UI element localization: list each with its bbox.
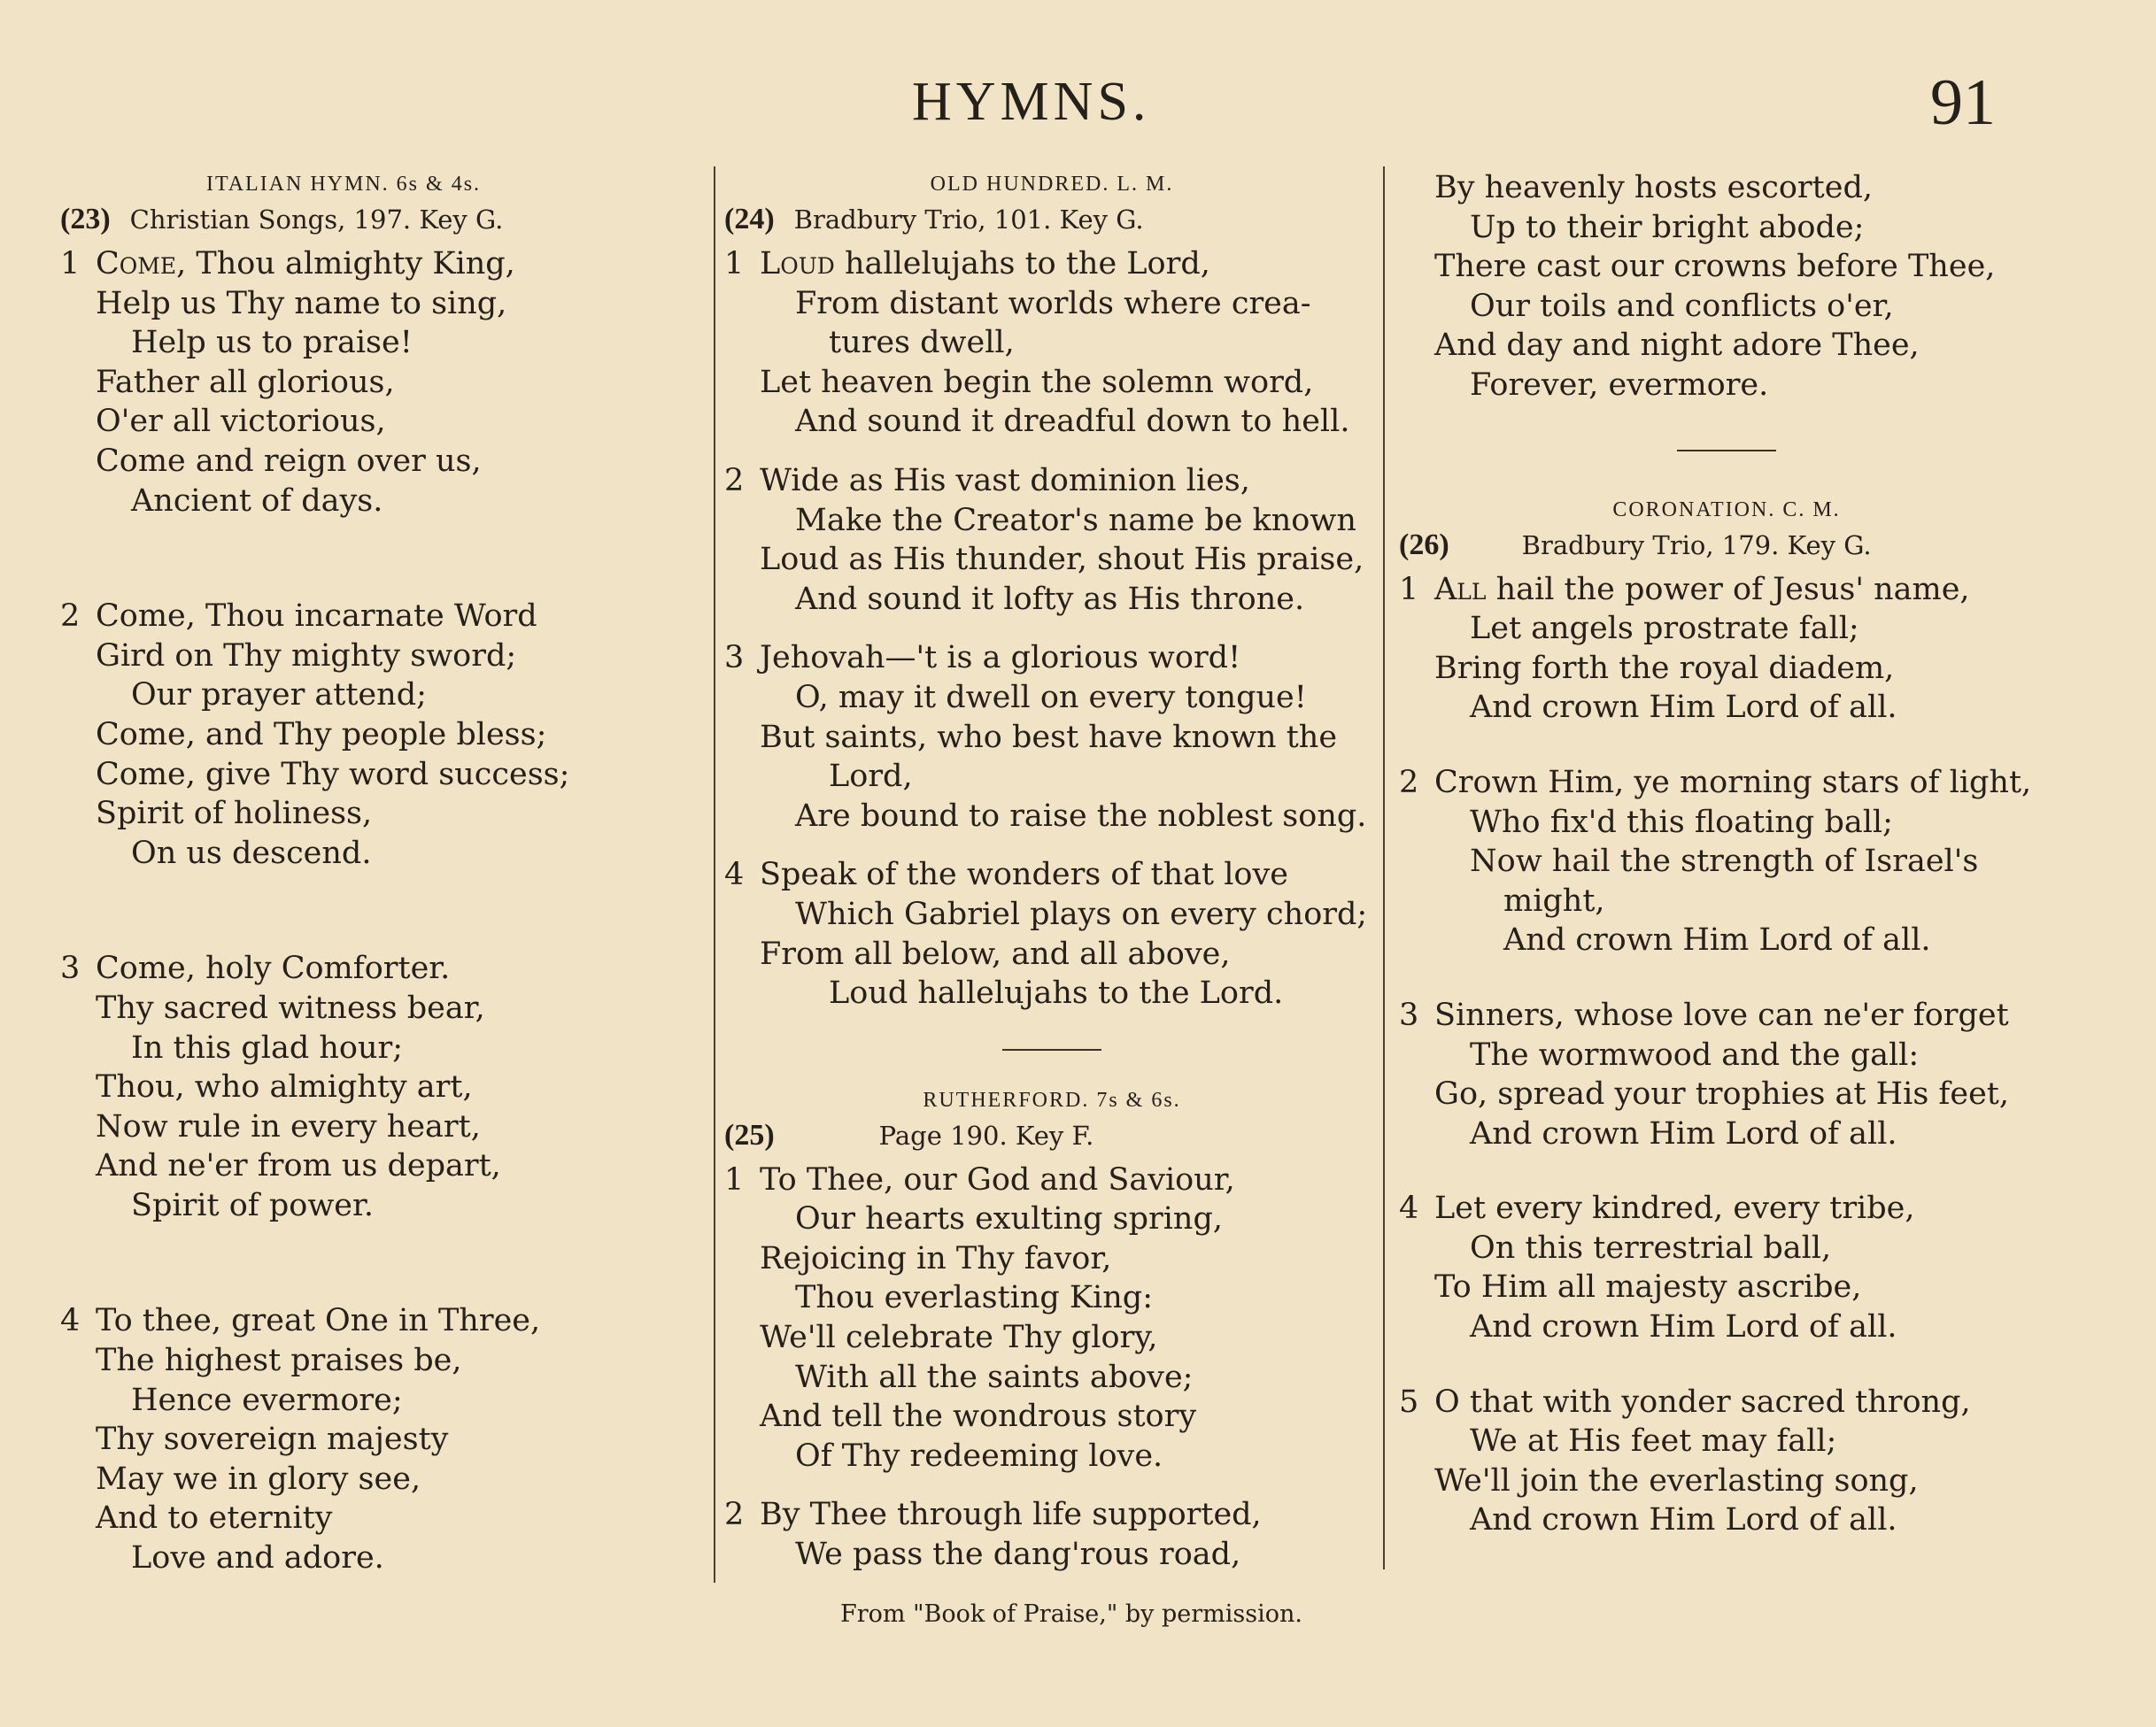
verse (1399, 763, 2054, 960)
verse-line: Now rule in every heart, (96, 1108, 481, 1145)
verse-line: might, (1503, 883, 1605, 919)
column-divider (714, 166, 715, 1583)
verse-line: 2 By Thee through life supported, (724, 1495, 1379, 1535)
verse-line: 4 Speak of the wonders of that love (724, 855, 1379, 895)
page-number: 91 (1930, 66, 1996, 139)
verse-line: And sound it dreadful down to hell. (795, 404, 1350, 440)
verse (1399, 570, 2054, 728)
verse-number: 2 (60, 598, 81, 635)
verse-line: And day and night adore Thee, (1434, 328, 1920, 364)
verse-line: We at His feet may fall; (1470, 1423, 1837, 1460)
verse-number: 1 (60, 246, 81, 281)
verse-line: On this terrestrial ball, (1470, 1230, 1832, 1266)
verse-line: Of Thy redeeming love. (795, 1438, 1163, 1474)
verse-line: Come, give Thy word success; (96, 756, 570, 792)
section-divider (1002, 1049, 1101, 1051)
hymn-number: (23) (60, 203, 111, 235)
verse-line: 5 O that with yonder sacred throng, (1399, 1383, 2054, 1422)
verse-number: 5 (1399, 1384, 1419, 1420)
hymn-number: (24) (724, 203, 775, 235)
hymn-source: Page 190. Key F. (878, 1120, 1094, 1151)
verse-line: Now hail the strength of Israel's (1470, 844, 1979, 880)
verse-line: 1 Come, Thou almighty King, (60, 244, 627, 284)
verse-line: Let angels prostrate fall; (1470, 611, 1859, 647)
verse-line: Hence evermore; (131, 1382, 403, 1418)
verse (60, 949, 627, 1225)
hymn-meta (724, 200, 1379, 239)
verse-line: O, may it dwell on every tongue! (795, 679, 1307, 715)
verse-line: And ne'er from us depart, (96, 1148, 501, 1184)
verse-line: Spirit of holiness, (96, 796, 373, 832)
running-head (0, 66, 2156, 150)
verse-number: 1 (724, 1161, 745, 1198)
verse-line: On us descend. (131, 835, 372, 871)
section-divider (1677, 450, 1776, 451)
verse-line: Thy sovereign majesty (96, 1422, 449, 1458)
verse (724, 638, 1379, 836)
verse-line: Ancient of days. (131, 482, 383, 519)
verse-line: Who fix'd this floating ball; (1470, 804, 1893, 840)
verse (1399, 1189, 2054, 1346)
verse-line: With all the saints above; (795, 1359, 1194, 1395)
verse-line: 4 To thee, great One in Three, (60, 1301, 627, 1341)
first-word: All (1434, 571, 1487, 607)
verse (1399, 1383, 2054, 1540)
tune-name: RUTHERFORD. 7s & 6s. (923, 1088, 1181, 1112)
verse-line: Go, spread your trophies at His feet, (1434, 1076, 2009, 1113)
verse-line: To Him all majesty ascribe, (1434, 1269, 1862, 1306)
verse-number: 1 (724, 246, 745, 281)
verse-line: Spirit of power. (131, 1187, 375, 1223)
verse-number: 4 (1399, 1191, 1419, 1227)
verse (1399, 996, 2054, 1153)
verse-line: Thy sacred witness bear, (96, 990, 485, 1026)
verse-line: By heavenly hosts escorted, (1434, 170, 1873, 205)
verse-line: But saints, who best have known the (760, 719, 1338, 755)
tune-name: OLD HUNDRED. L. M. (930, 173, 1174, 196)
verse-line: Help us Thy name to sing, (96, 285, 507, 321)
verse-line: 3 Jehovah—'t is a glorious word! (724, 638, 1379, 678)
hymn-source: Bradbury Trio, 101. Key G. (793, 204, 1144, 235)
verse-line: Our toils and conflicts o'er, (1470, 288, 1894, 324)
hymn-number: (25) (724, 1118, 775, 1152)
verse-line: 2 Come, Thou incarnate Word (60, 597, 627, 636)
verse-line: And crown Him Lord of all. (1470, 1309, 1897, 1345)
verse-line: 1 To Thee, our God and Saviour, (724, 1160, 1379, 1200)
verse-line: Gird on Thy mighty sword; (96, 637, 517, 674)
column-2 (724, 168, 1379, 1575)
verse-line: There cast our crowns before Thee, (1434, 249, 1996, 285)
verse-number: 2 (1399, 764, 1419, 800)
verse-number: 2 (724, 1497, 745, 1533)
verse-line: We pass the dang'rous road, (795, 1537, 1241, 1573)
verse-number: 1 (1399, 571, 1419, 607)
verse-line: 1 All hail the power of Jesus' name, (1399, 570, 2054, 610)
verse-line: And crown Him Lord of all. (1470, 1115, 1897, 1152)
verse (724, 855, 1379, 1013)
verse (724, 1160, 1379, 1476)
verse-line: The wormwood and the gall: (1470, 1037, 1920, 1073)
tune-name: CORONATION. C. M. (1612, 497, 1841, 521)
verse (60, 597, 627, 873)
hymn-number: (26) (1399, 528, 1449, 561)
verse-line: Which Gabriel plays on every chord; (795, 896, 1368, 932)
verse-line: And sound it lofty as His throne. (795, 581, 1305, 617)
verse-line: Loud as His thunder, shout His praise, (760, 542, 1364, 578)
verse-line: Loud hallelujahs to the Lord. (829, 975, 1284, 1012)
verse-line: 1 Loud hallelujahs to the Lord, (724, 244, 1379, 284)
column-3 (1399, 168, 2054, 1540)
verse-line: Father all glorious, (96, 364, 395, 400)
verse-line: Make the Creator's name be known (795, 502, 1356, 538)
permission-footnote: From "Book of Praise," by permission. (840, 1600, 1302, 1628)
verse-continued (1399, 168, 2054, 405)
verse-line: Are bound to raise the noblest song. (795, 798, 1367, 834)
verse-line: From distant worlds where crea- (795, 285, 1311, 321)
verse-line: And crown Him Lord of all. (1503, 922, 1931, 959)
tune-name: ITALIAN HYMN. 6s & 4s. (205, 173, 482, 196)
verse-line: We'll join the everlasting song, (1434, 1462, 1919, 1499)
verse-line: And tell the wondrous story (760, 1399, 1197, 1435)
verse-line: Thou everlasting King: (795, 1280, 1153, 1316)
verse-line: And crown Him Lord of all. (1470, 690, 1897, 726)
verse-number: 4 (724, 857, 745, 893)
verse-line: Come and reign over us, (96, 443, 482, 479)
verse-number: 4 (60, 1303, 81, 1339)
hymn-source: Christian Songs, 197. Key G. (129, 204, 504, 235)
verse-line: Up to their bright abode; (1470, 209, 1865, 245)
verse-number: 3 (724, 640, 745, 676)
verse-line: 2 Crown Him, ye morning stars of light, (1399, 763, 2054, 803)
page-title: HYMNS. (912, 72, 1151, 132)
verse (60, 244, 627, 520)
verse (724, 1495, 1379, 1574)
verse (724, 461, 1379, 619)
verse-line: Rejoicing in Thy favor, (760, 1240, 1112, 1276)
verse-number: 3 (60, 951, 81, 987)
first-word: Loud (760, 246, 835, 281)
verse-line: Bring forth the royal diadem, (1434, 650, 1895, 686)
verse-line: Lord, (829, 759, 913, 795)
hymn-source: Bradbury Trio, 179. Key G. (1521, 529, 1872, 560)
verse-line: O'er all victorious, (96, 404, 386, 440)
verse-line: Thou, who almighty art, (96, 1069, 473, 1106)
verse-line: tures dwell, (829, 325, 1015, 361)
verse-line: Love and adore. (131, 1540, 384, 1577)
verse-line: 2 Wide as His vast dominion lies, (724, 461, 1379, 501)
verse (724, 244, 1379, 442)
hymn-meta (60, 200, 627, 239)
verse-line: In this glad hour; (131, 1029, 404, 1066)
hymn-meta (724, 1116, 1379, 1155)
verse-line: And crown Him Lord of all. (1470, 1502, 1897, 1538)
verse-line: Our hearts exulting spring, (795, 1201, 1223, 1237)
verse-line: Our prayer attend; (131, 677, 427, 713)
verse-line: The highest praises be, (96, 1343, 462, 1379)
verse-number: 3 (1399, 997, 1419, 1033)
first-word: Come, (96, 246, 187, 281)
column-divider (1383, 166, 1385, 1569)
verse-number: 2 (724, 462, 745, 498)
verse-line: Let heaven begin the solemn word, (760, 364, 1314, 400)
verse (60, 1301, 627, 1577)
verse-line: 3 Come, holy Comforter. (60, 949, 627, 989)
verse-line: May we in glory see, (96, 1461, 421, 1497)
verse-line: We'll celebrate Thy glory, (760, 1320, 1158, 1356)
verse-line: Come, and Thy people bless; (96, 716, 547, 752)
verse-line: And to eternity (96, 1500, 333, 1537)
verse-line: Help us to praise! (131, 325, 413, 361)
column-1 (60, 168, 627, 1578)
verse-line: From all below, and all above, (760, 936, 1231, 972)
verse-line: 3 Sinners, whose love can ne'er forget (1399, 996, 2054, 1036)
hymn-meta (1399, 526, 2054, 565)
verse-line: 4 Let every kindred, every tribe, (1399, 1189, 2054, 1229)
verse-line: Forever, evermore. (1470, 366, 1769, 403)
